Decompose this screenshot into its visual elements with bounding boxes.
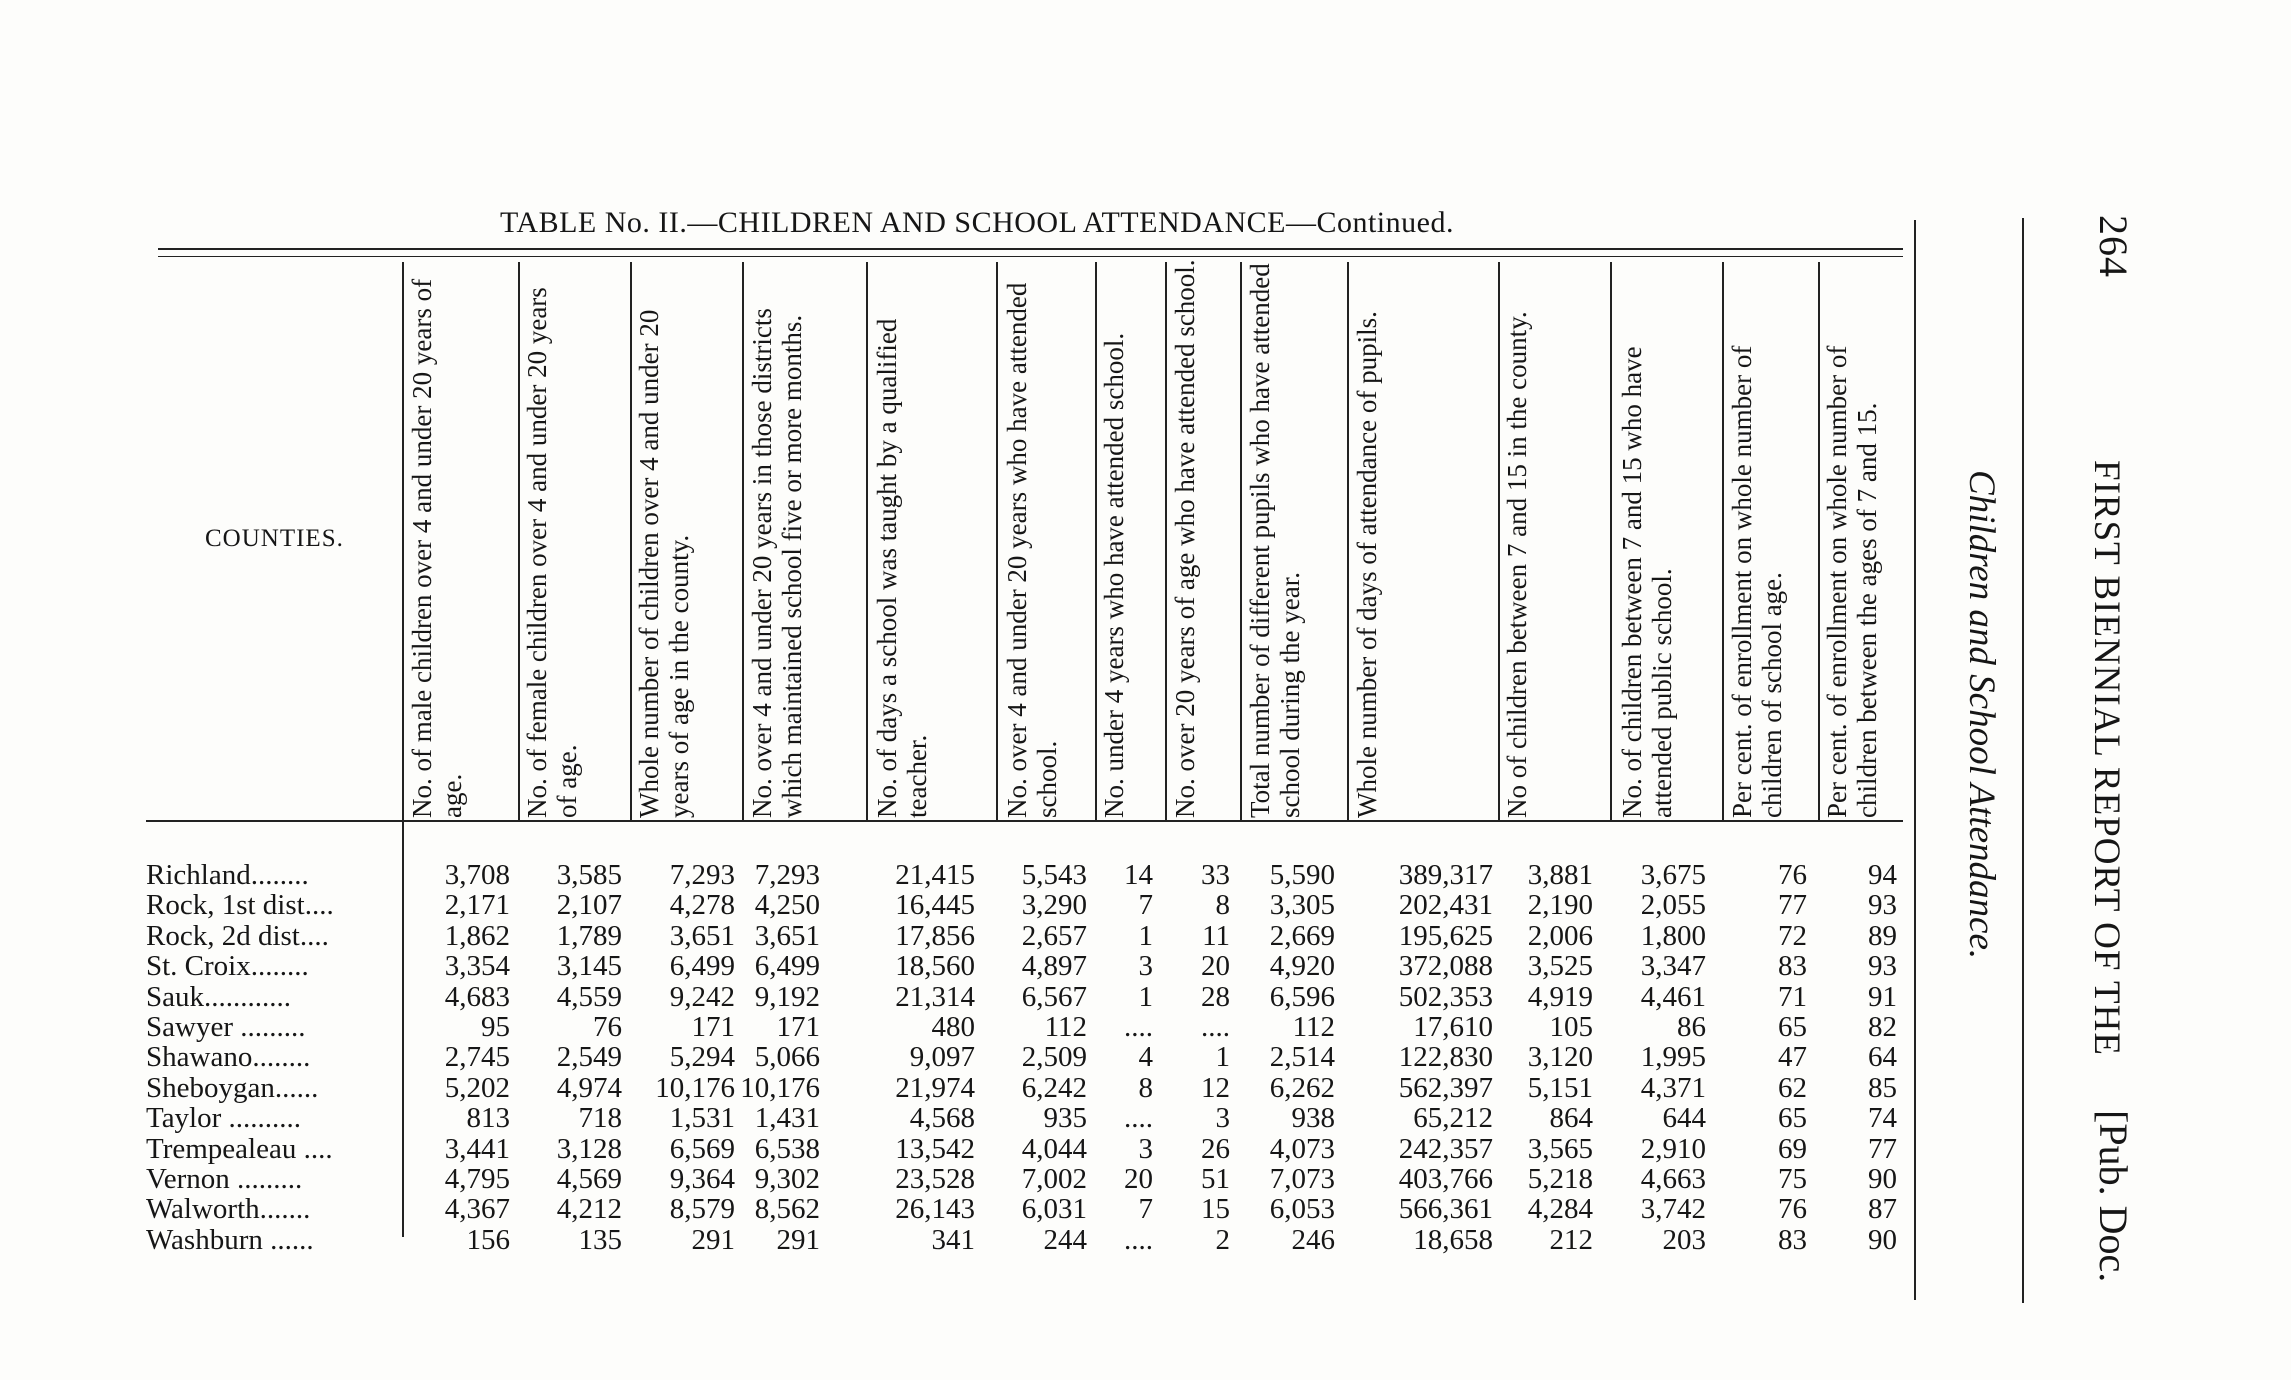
- table-row: [0, 1103, 2291, 1133]
- table-cell: 2,669: [1269, 919, 1335, 952]
- table-cell: 242,357: [1398, 1132, 1493, 1165]
- top-rule-inner: [158, 256, 1903, 257]
- table-cell: 3,145: [556, 950, 622, 983]
- table-cell: 95: [481, 1011, 510, 1043]
- table-cell: 2,107: [556, 889, 622, 922]
- table-cell: 18,658: [1413, 1223, 1493, 1256]
- table-cell: 2,910: [1640, 1132, 1706, 1165]
- table-cell: 74: [1868, 1102, 1897, 1135]
- table-cell: 4,795: [444, 1163, 510, 1195]
- table-cell: 5,151: [1527, 1071, 1593, 1104]
- table-cell: 7,002: [1021, 1163, 1087, 1195]
- county-name: Sauk............: [146, 981, 291, 1012]
- table-row: [0, 1164, 2291, 1194]
- table-cell: 11: [1202, 919, 1230, 952]
- table-cell: 10,176: [740, 1071, 820, 1104]
- table-cell: 83: [1778, 1223, 1807, 1256]
- table-cell: 1,800: [1640, 919, 1706, 952]
- table-cell: 4,278: [669, 889, 735, 922]
- table-cell: 4,919: [1527, 980, 1593, 1013]
- table-cell: 21,415: [895, 859, 975, 891]
- table-cell: 76: [1778, 859, 1807, 891]
- table-cell: 502,353: [1398, 980, 1493, 1013]
- table-cell: 6,596: [1269, 980, 1335, 1013]
- table-cell: 28: [1201, 980, 1230, 1013]
- table-cell: 21,314: [895, 980, 975, 1013]
- table-cell: 7,293: [669, 859, 735, 891]
- county-name: Vernon .........: [146, 1164, 303, 1194]
- table-cell: 122,830: [1398, 1041, 1493, 1074]
- page-number: 264: [2091, 215, 2136, 278]
- table-cell: 403,766: [1398, 1163, 1493, 1195]
- table-cell: 26: [1201, 1132, 1230, 1165]
- table-cell: 47: [1778, 1041, 1807, 1074]
- table-cell: 17,856: [895, 919, 975, 952]
- table-cell: 77: [1868, 1132, 1897, 1165]
- column-separator: [1347, 262, 1349, 822]
- table-cell: 76: [1778, 1193, 1807, 1226]
- table-cell: 6,569: [669, 1132, 735, 1165]
- table-cell: 9,192: [754, 980, 820, 1013]
- table-cell: 562,397: [1398, 1071, 1493, 1104]
- column-separator: [1498, 262, 1500, 822]
- column-header: No. over 4 and under 20 years who have attended school.: [1002, 282, 1062, 818]
- column-header: No. over 4 and under 20 years in those districts which maintained school five or more months.: [747, 308, 807, 818]
- column-separator: [1610, 262, 1612, 822]
- table-cell: 171: [776, 1011, 820, 1043]
- pub-doc-label: [Pub. Doc.: [2091, 1110, 2136, 1283]
- table-cell: 13,542: [895, 1132, 975, 1165]
- column-separator: [630, 262, 632, 822]
- table-cell: 9,097: [909, 1041, 975, 1074]
- table-cell: 91: [1868, 980, 1897, 1013]
- table-cell: 2,549: [556, 1041, 622, 1074]
- table-cell: 4,044: [1021, 1132, 1087, 1165]
- table-row: [0, 1194, 2291, 1224]
- column-separator: [1818, 262, 1820, 822]
- table-cell: 6,567: [1021, 980, 1087, 1013]
- table-cell: 1,995: [1640, 1041, 1706, 1074]
- table-row: [0, 1073, 2291, 1103]
- running-head: FIRST BIENNIAL REPORT OF THE: [2086, 460, 2127, 1056]
- county-name: Shawano........: [146, 1042, 311, 1073]
- table-cell: 171: [691, 1011, 735, 1043]
- table-cell: 3,585: [556, 859, 622, 891]
- table-cell: 718: [578, 1102, 622, 1135]
- column-header: No of children between 7 and 15 in the county.: [1502, 311, 1532, 818]
- table-cell: 23,528: [895, 1163, 975, 1195]
- table-cell: 15: [1201, 1193, 1230, 1226]
- table-cell: 1,531: [669, 1102, 735, 1135]
- county-name: Trempealeau ....: [146, 1133, 333, 1164]
- table-cell: 4,367: [444, 1193, 510, 1226]
- table-cell: 3,290: [1021, 889, 1087, 922]
- table-cell: 4,212: [556, 1193, 622, 1226]
- table-row: [0, 1042, 2291, 1072]
- table-cell: 2,657: [1021, 919, 1087, 952]
- county-name: Washburn ......: [146, 1224, 314, 1255]
- table-cell: 85: [1868, 1071, 1897, 1104]
- table-cell: 8: [1215, 889, 1230, 922]
- table-cell: 7: [1138, 889, 1153, 922]
- table-cell: 5,218: [1527, 1163, 1593, 1195]
- table-title: TABLE No. II.—CHILDREN AND SCHOOL ATTENDANCE—Continued.: [500, 206, 1454, 239]
- table-cell: 2,055: [1640, 889, 1706, 922]
- table-row: [0, 890, 2291, 920]
- table-cell: 62: [1778, 1071, 1807, 1104]
- table-cell: 7,293: [754, 859, 820, 891]
- table-cell: 1: [1138, 980, 1153, 1013]
- column-header: Whole number of children over 4 and under 20 years of age in the county.: [634, 309, 694, 818]
- table-cell: 3,651: [754, 919, 820, 952]
- table-cell: 8,562: [754, 1193, 820, 1226]
- table-row: [0, 860, 2291, 890]
- table-cell: 3: [1138, 1132, 1153, 1165]
- table-cell: 3,354: [444, 950, 510, 983]
- column-header: No. under 4 years who have attended school.: [1099, 332, 1129, 818]
- top-rule: [158, 248, 1903, 250]
- table-cell: 10,176: [655, 1071, 735, 1104]
- table-cell: 246: [1291, 1223, 1335, 1256]
- table-cell: 813: [466, 1102, 510, 1135]
- table-cell: 4,073: [1269, 1132, 1335, 1165]
- table-cell: 156: [466, 1223, 510, 1256]
- table-cell: 6,499: [754, 950, 820, 983]
- table-cell: 90: [1868, 1163, 1897, 1195]
- table-cell: 2,514: [1269, 1041, 1335, 1074]
- table-cell: 4,569: [556, 1163, 622, 1195]
- table-cell: 864: [1549, 1102, 1593, 1135]
- column-header: Per cent. of enrollment on whole number of children between the ages of 7 and 15.: [1822, 345, 1882, 818]
- table-cell: 2,006: [1527, 919, 1593, 952]
- table-cell: 9,302: [754, 1163, 820, 1195]
- table-cell: 1,431: [754, 1102, 820, 1135]
- table-cell: 3: [1215, 1102, 1230, 1135]
- table-cell: 86: [1677, 1011, 1706, 1043]
- table-cell: 3,675: [1640, 859, 1706, 891]
- table-cell: 77: [1778, 889, 1807, 922]
- table-cell: ....: [1201, 1011, 1230, 1043]
- table-cell: 18,560: [895, 950, 975, 983]
- table-cell: 291: [776, 1223, 820, 1256]
- table-cell: 4,250: [754, 889, 820, 922]
- table-cell: 3,742: [1640, 1193, 1706, 1226]
- table-cell: 1: [1215, 1041, 1230, 1074]
- table-cell: 33: [1201, 859, 1230, 891]
- table-cell: 21,974: [895, 1071, 975, 1104]
- table-cell: 112: [1292, 1011, 1335, 1043]
- table-cell: 105: [1549, 1011, 1593, 1043]
- column-header: No. of children between 7 and 15 who have attended public school.: [1617, 346, 1677, 818]
- table-cell: 2,745: [444, 1041, 510, 1074]
- table-cell: 291: [691, 1223, 735, 1256]
- table-cell: 94: [1868, 859, 1897, 891]
- table-cell: 480: [931, 1011, 975, 1043]
- table-cell: 26,143: [895, 1193, 975, 1226]
- table-cell: 16,445: [895, 889, 975, 922]
- table-cell: 1: [1138, 919, 1153, 952]
- county-name: Sawyer .........: [146, 1012, 306, 1042]
- header-rule: [146, 820, 1903, 822]
- table-cell: 3,347: [1640, 950, 1706, 983]
- table-cell: 76: [593, 1011, 622, 1043]
- column-separator: [742, 262, 744, 822]
- table-cell: 65: [1778, 1011, 1807, 1043]
- table-cell: 7: [1138, 1193, 1153, 1226]
- table-cell: 566,361: [1398, 1193, 1493, 1226]
- table-cell: 938: [1291, 1102, 1335, 1135]
- table-cell: 4,284: [1527, 1193, 1593, 1226]
- table-cell: 4,974: [556, 1071, 622, 1104]
- column-header: Total number of different pupils who have attended school during the year.: [1245, 263, 1305, 818]
- table-cell: 6,499: [669, 950, 735, 983]
- table-row: [0, 1134, 2291, 1164]
- column-header: No. over 20 years of age who have attended school.: [1170, 259, 1200, 818]
- table-cell: 203: [1662, 1223, 1706, 1256]
- table-cell: 71: [1778, 980, 1807, 1013]
- table-cell: ....: [1124, 1223, 1153, 1256]
- table-cell: 3: [1138, 950, 1153, 983]
- county-name: Richland........: [146, 860, 309, 890]
- table-cell: 244: [1043, 1223, 1087, 1256]
- table-row: [0, 1012, 2291, 1042]
- table-cell: 4,897: [1021, 950, 1087, 983]
- table-cell: 51: [1201, 1163, 1230, 1195]
- table-cell: 5,543: [1021, 859, 1087, 891]
- table-cell: 93: [1868, 889, 1897, 922]
- table-cell: 82: [1868, 1011, 1897, 1043]
- table-cell: 202,431: [1398, 889, 1493, 922]
- table-cell: 20: [1124, 1163, 1153, 1195]
- table-cell: 3,305: [1269, 889, 1335, 922]
- table-cell: 75: [1778, 1163, 1807, 1195]
- table-row: [0, 951, 2291, 981]
- table-cell: 644: [1662, 1102, 1706, 1135]
- table-cell: 935: [1043, 1102, 1087, 1135]
- column-header: Whole number of days of attendance of pupils.: [1352, 311, 1382, 818]
- table-cell: 3,651: [669, 919, 735, 952]
- table-cell: 72: [1778, 919, 1807, 952]
- column-separator: [1165, 262, 1167, 822]
- column-separator: [518, 262, 520, 822]
- table-cell: 4,663: [1640, 1163, 1706, 1195]
- table-cell: ....: [1124, 1102, 1153, 1135]
- table-cell: 87: [1868, 1193, 1897, 1226]
- table-cell: 4,920: [1269, 950, 1335, 983]
- table-cell: 3,881: [1527, 859, 1593, 891]
- table-cell: 389,317: [1398, 859, 1493, 891]
- table-cell: 3,708: [444, 859, 510, 891]
- column-header: No. of male children over 4 and under 20 years of age.: [407, 278, 467, 818]
- table-cell: 3,441: [444, 1132, 510, 1165]
- county-name: Rock, 2d dist....: [146, 920, 329, 951]
- table-cell: 4,461: [1640, 980, 1706, 1013]
- column-separator: [1722, 262, 1724, 822]
- column-separator: [866, 262, 868, 822]
- table-cell: 14: [1124, 859, 1153, 891]
- table-cell: 5,066: [754, 1041, 820, 1074]
- table-cell: 112: [1044, 1011, 1087, 1043]
- table-cell: 135: [578, 1223, 622, 1256]
- table-cell: 341: [931, 1223, 975, 1256]
- table-cell: 6,262: [1269, 1071, 1335, 1104]
- table-cell: 4,559: [556, 980, 622, 1013]
- table-cell: 69: [1778, 1132, 1807, 1165]
- table-row: [0, 921, 2291, 951]
- column-header: Per cent. of enrollment on whole number of children of school age.: [1727, 345, 1787, 818]
- table-cell: 8,579: [669, 1193, 735, 1226]
- county-name: Rock, 1st dist....: [146, 890, 334, 921]
- section-subtitle: Children and School Attendance.: [1961, 470, 2002, 960]
- table-cell: 1,789: [556, 919, 622, 952]
- county-name: St. Croix........: [146, 951, 309, 982]
- county-name: Sheboygan......: [146, 1072, 319, 1103]
- column-separator: [1095, 262, 1097, 822]
- table-cell: 4,568: [909, 1102, 975, 1135]
- table-row: [0, 982, 2291, 1012]
- column-separator: [996, 262, 998, 822]
- table-cell: 89: [1868, 919, 1897, 952]
- table-cell: 1,862: [444, 919, 510, 952]
- table-cell: 5,294: [669, 1041, 735, 1074]
- table-cell: 4: [1138, 1041, 1153, 1074]
- table-cell: 5,202: [444, 1071, 510, 1104]
- table-cell: 195,625: [1398, 919, 1493, 952]
- table-cell: 9,364: [669, 1163, 735, 1195]
- table-cell: 64: [1868, 1041, 1897, 1074]
- table-cell: 3,120: [1527, 1041, 1593, 1074]
- table-cell: 83: [1778, 950, 1807, 983]
- table-cell: 6,538: [754, 1132, 820, 1165]
- table-cell: 93: [1868, 950, 1897, 983]
- table-cell: 6,031: [1021, 1193, 1087, 1226]
- table-cell: 6,053: [1269, 1193, 1335, 1226]
- table-cell: 3,525: [1527, 950, 1593, 983]
- counties-header: COUNTIES.: [205, 525, 344, 552]
- table-cell: 2,171: [444, 889, 510, 922]
- table-cell: 2,190: [1527, 889, 1593, 922]
- table-cell: 212: [1549, 1223, 1593, 1256]
- table-row: [0, 1225, 2291, 1255]
- table-cell: 3,128: [556, 1132, 622, 1165]
- table-cell: 65,212: [1413, 1102, 1493, 1135]
- table-cell: 5,590: [1269, 859, 1335, 891]
- table-cell: 12: [1201, 1071, 1230, 1104]
- county-name: Taylor ..........: [146, 1103, 302, 1134]
- table-cell: 4,683: [444, 980, 510, 1013]
- table-cell: 90: [1868, 1223, 1897, 1256]
- table-cell: 7,073: [1269, 1163, 1335, 1195]
- table-cell: 6,242: [1021, 1071, 1087, 1104]
- county-name: Walworth.......: [146, 1194, 311, 1225]
- table-cell: 2,509: [1021, 1041, 1087, 1074]
- column-separator: [1240, 262, 1242, 822]
- table-cell: 372,088: [1398, 950, 1493, 983]
- table-cell: 2: [1215, 1223, 1230, 1256]
- table-cell: 4,371: [1640, 1071, 1706, 1104]
- table-cell: 65: [1778, 1102, 1807, 1135]
- table-cell: 9,242: [669, 980, 735, 1013]
- table-cell: ....: [1124, 1011, 1153, 1043]
- column-header: No. of days a school was taught by a qualified teacher.: [872, 318, 932, 818]
- table-cell: 17,610: [1413, 1011, 1493, 1043]
- column-header: No. of female children over 4 and under 20 years of age.: [522, 287, 582, 818]
- table-cell: 8: [1138, 1071, 1153, 1104]
- table-cell: 20: [1201, 950, 1230, 983]
- table-cell: 3,565: [1527, 1132, 1593, 1165]
